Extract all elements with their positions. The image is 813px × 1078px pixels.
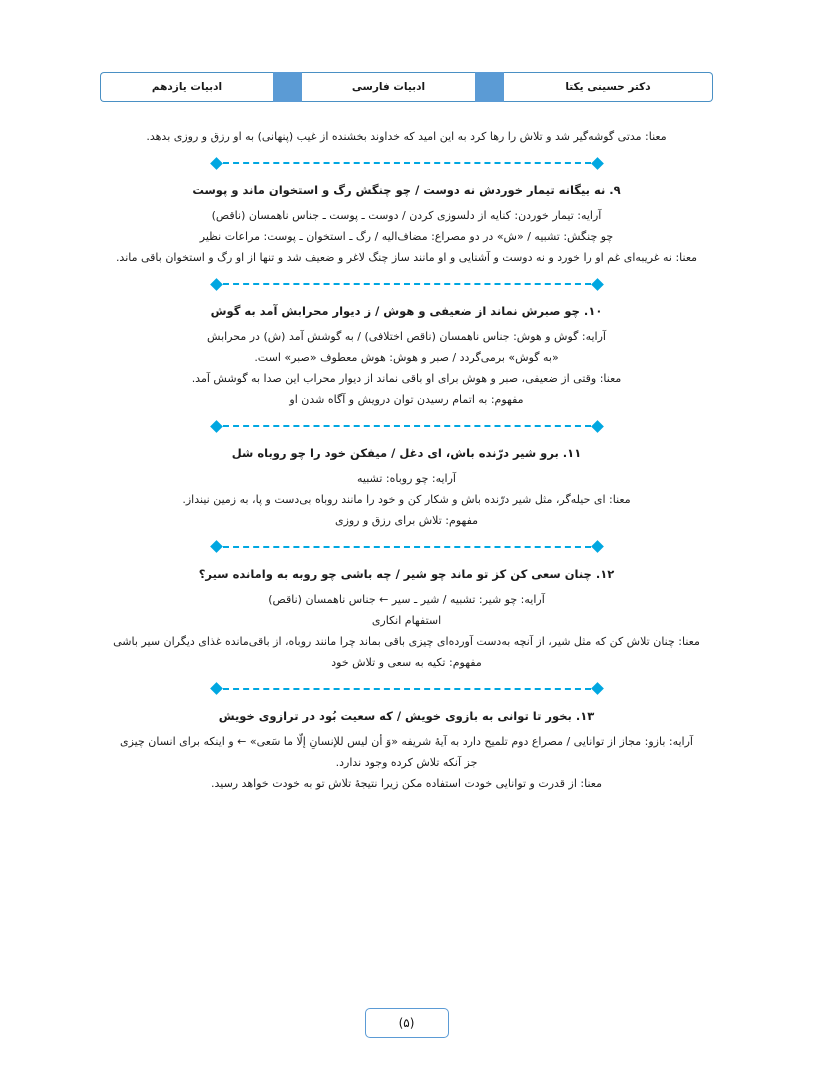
section-divider: [212, 680, 602, 698]
divider-rule: [223, 162, 591, 164]
diamond-icon: [591, 683, 604, 696]
verse-note-line: استفهام انکاری: [371, 613, 442, 627]
verse-note-line: جز آنکه تلاش کرده وجود ندارد.: [335, 755, 478, 769]
verse-note-line: آرایه: بازو: مجاز از توانایی / مصراع دوم تلمیح دارد به آیۀ شریفه «وَ أن لیس للإنسانِ إلّا ما سَعی» ← و اینکه برای انسان چیزی: [120, 734, 693, 748]
diamond-icon: [210, 683, 223, 696]
verse-meaning-line: معنا: ای حیله‌گر، مثل شیر درّنده باش و شکار کن و خود را مانند روباه بی‌دست و پا، به زمین نینداز.: [182, 492, 631, 506]
verse-text: ۱۲. چنان سعی کن کز تو ماند چو شیر / چه باشی چو روبه به وامانده سیر؟: [198, 566, 615, 581]
verse-meaning-line: معنا: نه غریبه‌ای غم او را خورد و نه دوست و آشنایی و او مانند ساز چنگ لاغر و ضعیف شد و تنها از او رگ و استخوان باقی ماند.: [115, 250, 698, 264]
divider-rule: [223, 546, 591, 548]
diamond-icon: [591, 278, 604, 291]
verse-meaning-line: معنا: از قدرت و توانایی خودت استفاده مکن زیرا نتیجۀ تلاش تو به خودت خواهد رسید.: [210, 776, 602, 790]
diamond-icon: [210, 420, 223, 433]
divider-rule: [223, 283, 591, 285]
header-grade-label: ادبیات یازدهم: [151, 81, 223, 93]
diamond-icon: [591, 157, 604, 170]
verse-section-13: [100, 708, 713, 792]
diamond-icon: [591, 541, 604, 554]
verse-concept-line: مفهوم: تلاش برای رزق و روزی: [334, 513, 479, 527]
header-cell-author: [504, 72, 713, 102]
diamond-icon: [210, 157, 223, 170]
intro-meaning-line: معنا: مدتی گوشه‌گیر شد و تلاش را رها کرد به این امید که خداوند بخشنده از غیب (پنهانی) به او رزق و روزی بدهد.: [146, 130, 667, 143]
divider-rule: [223, 688, 591, 690]
page-number-box: [365, 1008, 449, 1038]
intro-block: [100, 128, 713, 145]
verse-concept-line: مفهوم: به اتمام رسیدن توان درویش و آگاه شدن او: [289, 392, 524, 406]
header-accent-block-2: [273, 72, 302, 102]
verse-note-line: «به گوش» برمی‌گردد / صبر و هوش: هوش معطوف «صبر» است.: [254, 350, 559, 364]
verse-section-11: [100, 445, 713, 529]
verse-text: ۹. نه بیگانه تیمار خوردش نه دوست / چو چنگش رگ و استخوان ماند و پوست: [192, 183, 621, 198]
verse-text: ۱۳. بخور تا توانی به بازوی خویش / که سعیت بُود در ترازوی خویش: [218, 708, 595, 723]
verse-section-12: [100, 566, 713, 671]
section-divider: [212, 275, 602, 293]
verse-note-line: آرایه: چو شیر: تشبیه / شیر ـ سیر ← جناس ناهمسان (ناقص): [268, 592, 545, 606]
verse-note-line: آرایه: چو روباه: تشبیه: [357, 471, 456, 485]
document-header: [100, 72, 713, 102]
section-divider: [212, 417, 602, 435]
verse-text: ۱۰. چو صبرش نماند از ضعیفی و هوش / ز دیوار محرابش آمد به گوش: [210, 304, 603, 318]
verse-meaning-line: معنا: وقتی از ضعیفی، صبر و هوش برای او باقی نماند از دیوار محراب این صدا به گوشش آمد.: [191, 371, 622, 385]
document-content: [100, 128, 713, 796]
divider-rule: [223, 425, 591, 427]
header-cell-subject: [302, 72, 475, 102]
diamond-icon: [591, 420, 604, 433]
header-subject-label: ادبیات فارسی: [351, 81, 426, 93]
diamond-icon: [210, 541, 223, 554]
header-cell-grade: [100, 72, 273, 102]
diamond-icon: [210, 278, 223, 291]
verse-text: ۱۱. برو شیر درّنده باش، ای دغل / میفکن خود را چو روباه شل: [231, 446, 582, 460]
header-accent-block-1: [475, 72, 504, 102]
section-divider: [212, 538, 602, 556]
verse-meaning-line: معنا: چنان تلاش کن که مثل شیر، از آنچه به‌دست آورده‌ای چیزی باقی بماند چرا مانند روباه، از باقی‌مانده غذای دیگران سیر باشی: [113, 634, 700, 648]
verse-section-9: [100, 182, 713, 266]
page-number-label: (۵): [398, 1016, 415, 1030]
verse-section-10: [100, 303, 713, 408]
verse-note-line: آرایه: گوش و هوش: جناس ناهمسان (ناقص اختلافی) / به گوشش آمد (ش) در محرابش: [207, 329, 606, 343]
page-number-container: [0, 1008, 813, 1038]
verse-note-line: آرایه: تیمار خوردن: کنایه از دلسوزی کردن / دوست ـ پوست ـ جناس ناهمسان (ناقص): [211, 208, 602, 222]
verse-concept-line: مفهوم: تکیه به سعی و تلاش خود: [331, 655, 482, 669]
header-author-label: دکتر حسینی یکتا: [565, 81, 651, 93]
verse-note-line: چو چنگش: تشبیه / «ش» در دو مصراع: مضاف‌الیه / رگ ـ استخوان ـ پوست: مراعات نظیر: [199, 229, 614, 243]
section-divider: [212, 154, 602, 172]
